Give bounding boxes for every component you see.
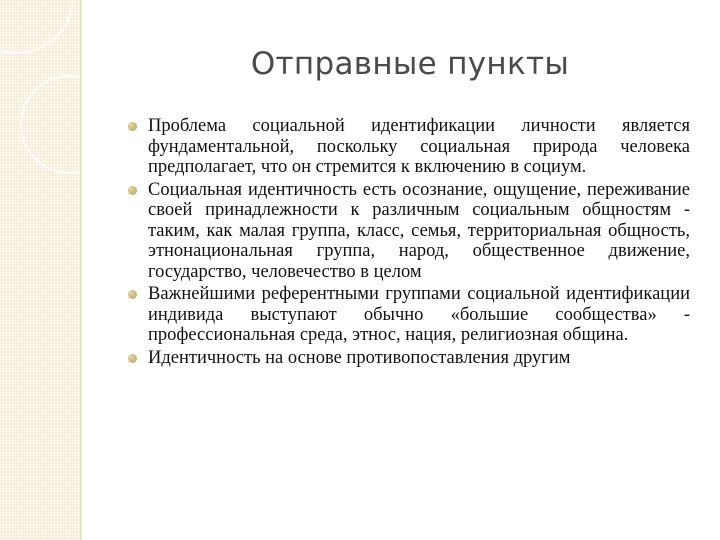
decorative-circle <box>0 0 74 54</box>
bullet-dot-icon <box>128 290 137 299</box>
bullet-item <box>128 180 690 283</box>
bullet-text: Важнейшими референтными группами социальной идентификации индивида выступают обычно «большие сообщества» - профессиональная среда, этнос, нация, религиозная община. <box>148 284 690 345</box>
bullet-list <box>128 116 690 368</box>
bullet-dot-icon <box>128 186 137 195</box>
bullet-text: Идентичность на основе противопоставления другим <box>148 347 571 368</box>
decorative-circle <box>20 75 80 174</box>
bullet-item <box>128 348 690 369</box>
bullet-text: Проблема социальной идентификации личности является фундаментальной, поскольку социальная природа человека предполагает, что он стремится к включению в социум. <box>148 116 690 177</box>
bullet-dot-icon <box>128 122 137 131</box>
bullet-item <box>128 284 690 346</box>
slide-title: Отправные пункты <box>250 46 570 82</box>
bullet-item <box>128 116 690 178</box>
bullet-text: Социальная идентичность есть осознание, ощущение, переживание своей принадлежности к различным социальным общностям - таким, как малая группа, класс, семья, территориальная общность, этнонациональная группа, народ, общественное движение, государство, человечество в целом <box>148 179 690 282</box>
side-band-edge <box>80 0 82 540</box>
bullet-dot-icon <box>128 354 137 363</box>
decorative-side-band <box>0 0 80 540</box>
